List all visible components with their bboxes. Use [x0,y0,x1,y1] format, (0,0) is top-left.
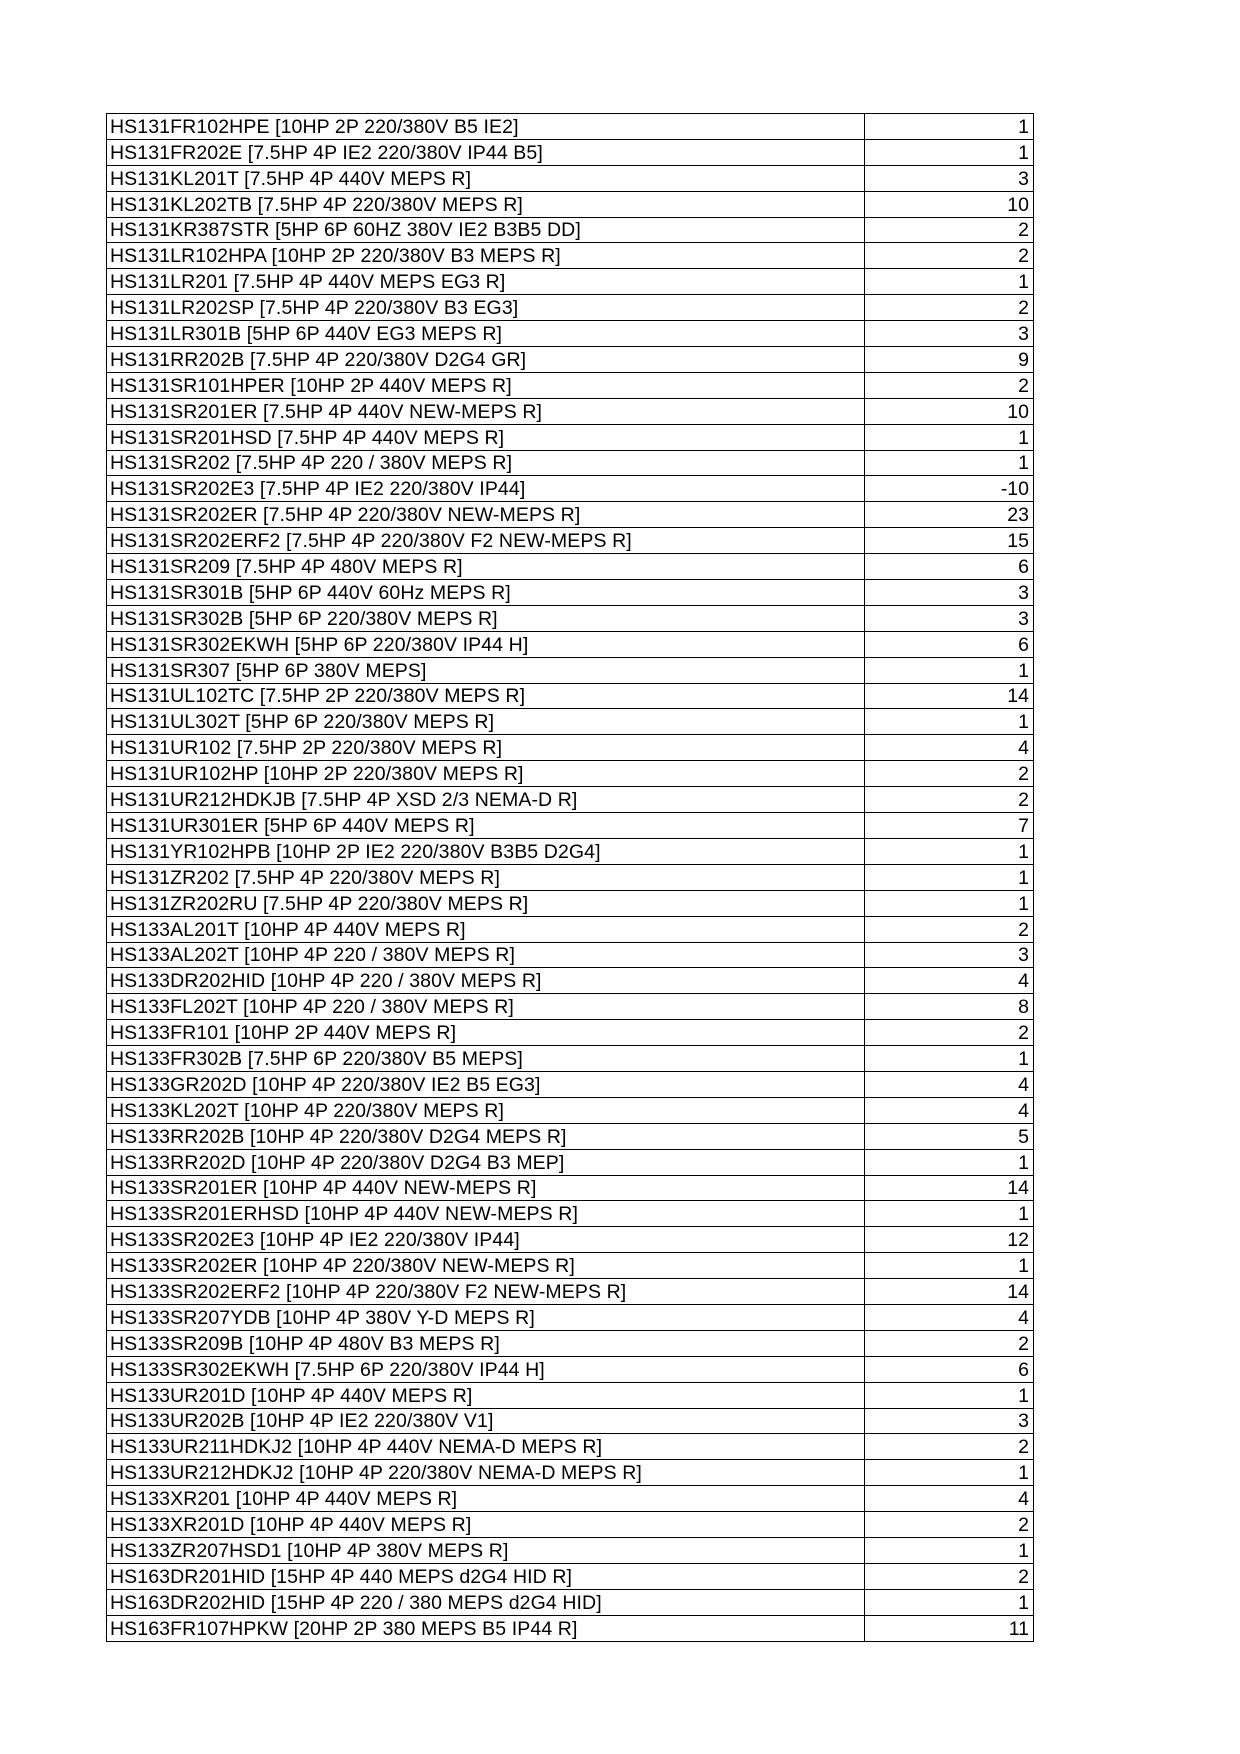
table-row [107,1227,1034,1253]
table-row [107,1330,1034,1356]
table-row [107,1615,1034,1641]
quantity-cell: 1 [865,838,1034,864]
quantity-cell: 1 [865,424,1034,450]
item-description-cell: HS133RR202D [10HP 4P 220/380V D2G4 B3 MEP] [107,1149,865,1175]
quantity-cell: 2 [865,1512,1034,1538]
table-row [107,709,1034,735]
table-row [107,1460,1034,1486]
item-description-cell: HS133UR202B [10HP 4P IE2 220/380V V1] [107,1408,865,1434]
quantity-cell: 1 [865,657,1034,683]
table-row [107,424,1034,450]
table-row [107,657,1034,683]
item-description-cell: HS131FR102HPE [10HP 2P 220/380V B5 IE2] [107,114,865,140]
item-description-cell: HS131SR209 [7.5HP 4P 480V MEPS R] [107,554,865,580]
item-description-cell: HS131LR301B [5HP 6P 440V EG3 MEPS R] [107,321,865,347]
quantity-cell: 14 [865,1175,1034,1201]
quantity-cell: 1 [865,114,1034,140]
quantity-cell: 4 [865,1486,1034,1512]
quantity-cell: 4 [865,1071,1034,1097]
quantity-cell: 10 [865,191,1034,217]
item-description-cell: HS131SR302B [5HP 6P 220/380V MEPS R] [107,605,865,631]
table-row [107,1020,1034,1046]
table-row [107,1589,1034,1615]
item-description-cell: HS131SR101HPER [10HP 2P 440V MEPS R] [107,372,865,398]
table-row [107,942,1034,968]
table-row [107,1046,1034,1072]
item-description-cell: HS163FR107HPKW [20HP 2P 380 MEPS B5 IP44 R] [107,1615,865,1641]
table-row [107,787,1034,813]
quantity-cell: 15 [865,528,1034,554]
inventory-table-body [107,114,1034,1642]
quantity-cell: 2 [865,295,1034,321]
table-row [107,398,1034,424]
table-row [107,580,1034,606]
table-row [107,838,1034,864]
item-description-cell: HS131UR212HDKJB [7.5HP 4P XSD 2/3 NEMA-D R] [107,787,865,813]
item-description-cell: HS131KR387STR [5HP 6P 60HZ 380V IE2 B3B5 DD] [107,217,865,243]
item-description-cell: HS133FL202T [10HP 4P 220 / 380V MEPS R] [107,994,865,1020]
item-description-cell: HS133SR201ERHSD [10HP 4P 440V NEW-MEPS R] [107,1201,865,1227]
quantity-cell: 1 [865,1460,1034,1486]
item-description-cell: HS131KL201T [7.5HP 4P 440V MEPS R] [107,165,865,191]
table-row [107,528,1034,554]
item-description-cell: HS131YR102HPB [10HP 2P IE2 220/380V B3B5 D2G4] [107,838,865,864]
item-description-cell: HS133SR202ER [10HP 4P 220/380V NEW-MEPS R] [107,1253,865,1279]
quantity-cell: 3 [865,321,1034,347]
item-description-cell: HS133SR201ER [10HP 4P 440V NEW-MEPS R] [107,1175,865,1201]
table-row [107,1253,1034,1279]
item-description-cell: HS131ZR202 [7.5HP 4P 220/380V MEPS R] [107,864,865,890]
quantity-cell: 3 [865,942,1034,968]
table-row [107,1434,1034,1460]
table-row [107,372,1034,398]
table-row [107,217,1034,243]
item-description-cell: HS133FR302B [7.5HP 6P 220/380V B5 MEPS] [107,1046,865,1072]
quantity-cell: 9 [865,347,1034,373]
item-description-cell: HS131SR202E3 [7.5HP 4P IE2 220/380V IP44] [107,476,865,502]
quantity-cell: 2 [865,761,1034,787]
table-row [107,1304,1034,1330]
quantity-cell: 2 [865,1434,1034,1460]
table-row [107,1537,1034,1563]
table-row [107,1149,1034,1175]
quantity-cell: 1 [865,864,1034,890]
item-description-cell: HS133SR202ERF2 [10HP 4P 220/380V F2 NEW-MEPS R] [107,1279,865,1305]
table-row [107,165,1034,191]
item-description-cell: HS163DR201HID [15HP 4P 440 MEPS d2G4 HID R] [107,1563,865,1589]
quantity-cell: 2 [865,1563,1034,1589]
quantity-cell: 1 [865,1149,1034,1175]
item-description-cell: HS131UL302T [5HP 6P 220/380V MEPS R] [107,709,865,735]
quantity-cell: 4 [865,1304,1034,1330]
table-row [107,1512,1034,1538]
quantity-cell: 3 [865,1408,1034,1434]
item-description-cell: HS131SR201HSD [7.5HP 4P 440V MEPS R] [107,424,865,450]
item-description-cell: HS133UR212HDKJ2 [10HP 4P 220/380V NEMA-D MEPS R] [107,1460,865,1486]
quantity-cell: 6 [865,1356,1034,1382]
table-row [107,321,1034,347]
table-row [107,476,1034,502]
table-row [107,1279,1034,1305]
quantity-cell: 1 [865,890,1034,916]
table-row [107,295,1034,321]
table-row [107,1201,1034,1227]
item-description-cell: HS131SR302EKWH [5HP 6P 220/380V IP44 H] [107,631,865,657]
table-row [107,1382,1034,1408]
item-description-cell: HS133XR201D [10HP 4P 440V MEPS R] [107,1512,865,1538]
item-description-cell: HS131KL202TB [7.5HP 4P 220/380V MEPS R] [107,191,865,217]
table-row [107,994,1034,1020]
quantity-cell: 2 [865,372,1034,398]
quantity-cell: 4 [865,1097,1034,1123]
item-description-cell: HS133XR201 [10HP 4P 440V MEPS R] [107,1486,865,1512]
item-description-cell: HS131SR202ERF2 [7.5HP 4P 220/380V F2 NEW-MEPS R] [107,528,865,554]
quantity-cell: 1 [865,1589,1034,1615]
quantity-cell: 1 [865,1382,1034,1408]
quantity-cell: 3 [865,580,1034,606]
quantity-cell: 23 [865,502,1034,528]
quantity-cell: 11 [865,1615,1034,1641]
quantity-cell: 7 [865,813,1034,839]
item-description-cell: HS133AL201T [10HP 4P 440V MEPS R] [107,916,865,942]
quantity-cell: 2 [865,1330,1034,1356]
quantity-cell: 14 [865,1279,1034,1305]
item-description-cell: HS133RR202B [10HP 4P 220/380V D2G4 MEPS R] [107,1123,865,1149]
table-row [107,1097,1034,1123]
table-row [107,243,1034,269]
table-row [107,890,1034,916]
quantity-cell: 3 [865,165,1034,191]
item-description-cell: HS133SR302EKWH [7.5HP 6P 220/380V IP44 H] [107,1356,865,1382]
table-row [107,1123,1034,1149]
table-row [107,191,1034,217]
item-description-cell: HS133ZR207HSD1 [10HP 4P 380V MEPS R] [107,1537,865,1563]
inventory-table [106,113,1034,1642]
quantity-cell: 2 [865,916,1034,942]
item-description-cell: HS133UR201D [10HP 4P 440V MEPS R] [107,1382,865,1408]
item-description-cell: HS133AL202T [10HP 4P 220 / 380V MEPS R] [107,942,865,968]
table-row [107,450,1034,476]
item-description-cell: HS163DR202HID [15HP 4P 220 / 380 MEPS d2G4 HID] [107,1589,865,1615]
quantity-cell: 8 [865,994,1034,1020]
table-row [107,139,1034,165]
item-description-cell: HS133FR101 [10HP 2P 440V MEPS R] [107,1020,865,1046]
quantity-cell: 1 [865,1253,1034,1279]
item-description-cell: HS131RR202B [7.5HP 4P 220/380V D2G4 GR] [107,347,865,373]
item-description-cell: HS131LR102HPA [10HP 2P 220/380V B3 MEPS R] [107,243,865,269]
table-row [107,114,1034,140]
quantity-cell: 1 [865,709,1034,735]
item-description-cell: HS133SR209B [10HP 4P 480V B3 MEPS R] [107,1330,865,1356]
quantity-cell: 2 [865,1020,1034,1046]
quantity-cell: 2 [865,217,1034,243]
quantity-cell: 6 [865,631,1034,657]
table-row [107,813,1034,839]
quantity-cell: 1 [865,1046,1034,1072]
table-row [107,1071,1034,1097]
quantity-cell: 1 [865,269,1034,295]
item-description-cell: HS131SR301B [5HP 6P 440V 60Hz MEPS R] [107,580,865,606]
table-row [107,916,1034,942]
quantity-cell: 4 [865,735,1034,761]
table-row [107,269,1034,295]
table-row [107,631,1034,657]
quantity-cell: 3 [865,605,1034,631]
quantity-cell: 6 [865,554,1034,580]
quantity-cell: 1 [865,1201,1034,1227]
table-row [107,1408,1034,1434]
item-description-cell: HS131LR201 [7.5HP 4P 440V MEPS EG3 R] [107,269,865,295]
item-description-cell: HS131UR102HP [10HP 2P 220/380V MEPS R] [107,761,865,787]
table-row [107,761,1034,787]
quantity-cell: 12 [865,1227,1034,1253]
quantity-cell: 1 [865,1537,1034,1563]
quantity-cell: 4 [865,968,1034,994]
table-row [107,735,1034,761]
item-description-cell: HS131SR202ER [7.5HP 4P 220/380V NEW-MEPS R] [107,502,865,528]
quantity-cell: 10 [865,398,1034,424]
table-row [107,683,1034,709]
quantity-cell: 14 [865,683,1034,709]
item-description-cell: HS133KL202T [10HP 4P 220/380V MEPS R] [107,1097,865,1123]
table-row [107,502,1034,528]
quantity-cell: 2 [865,243,1034,269]
item-description-cell: HS131FR202E [7.5HP 4P IE2 220/380V IP44 B5] [107,139,865,165]
table-row [107,864,1034,890]
table-row [107,1175,1034,1201]
item-description-cell: HS133SR202E3 [10HP 4P IE2 220/380V IP44] [107,1227,865,1253]
quantity-cell: 2 [865,787,1034,813]
table-row [107,1356,1034,1382]
item-description-cell: HS131SR201ER [7.5HP 4P 440V NEW-MEPS R] [107,398,865,424]
quantity-cell: 1 [865,139,1034,165]
table-row [107,605,1034,631]
quantity-cell: 1 [865,450,1034,476]
item-description-cell: HS131UL102TC [7.5HP 2P 220/380V MEPS R] [107,683,865,709]
item-description-cell: HS131SR307 [5HP 6P 380V MEPS] [107,657,865,683]
quantity-cell: -10 [865,476,1034,502]
table-row [107,554,1034,580]
item-description-cell: HS131ZR202RU [7.5HP 4P 220/380V MEPS R] [107,890,865,916]
table-row [107,347,1034,373]
item-description-cell: HS133DR202HID [10HP 4P 220 / 380V MEPS R] [107,968,865,994]
item-description-cell: HS131LR202SP [7.5HP 4P 220/380V B3 EG3] [107,295,865,321]
table-row [107,968,1034,994]
table-row [107,1486,1034,1512]
item-description-cell: HS131UR102 [7.5HP 2P 220/380V MEPS R] [107,735,865,761]
table-row [107,1563,1034,1589]
item-description-cell: HS133SR207YDB [10HP 4P 380V Y-D MEPS R] [107,1304,865,1330]
item-description-cell: HS133UR211HDKJ2 [10HP 4P 440V NEMA-D MEPS R] [107,1434,865,1460]
item-description-cell: HS131SR202 [7.5HP 4P 220 / 380V MEPS R] [107,450,865,476]
item-description-cell: HS131UR301ER [5HP 6P 440V MEPS R] [107,813,865,839]
item-description-cell: HS133GR202D [10HP 4P 220/380V IE2 B5 EG3] [107,1071,865,1097]
quantity-cell: 5 [865,1123,1034,1149]
